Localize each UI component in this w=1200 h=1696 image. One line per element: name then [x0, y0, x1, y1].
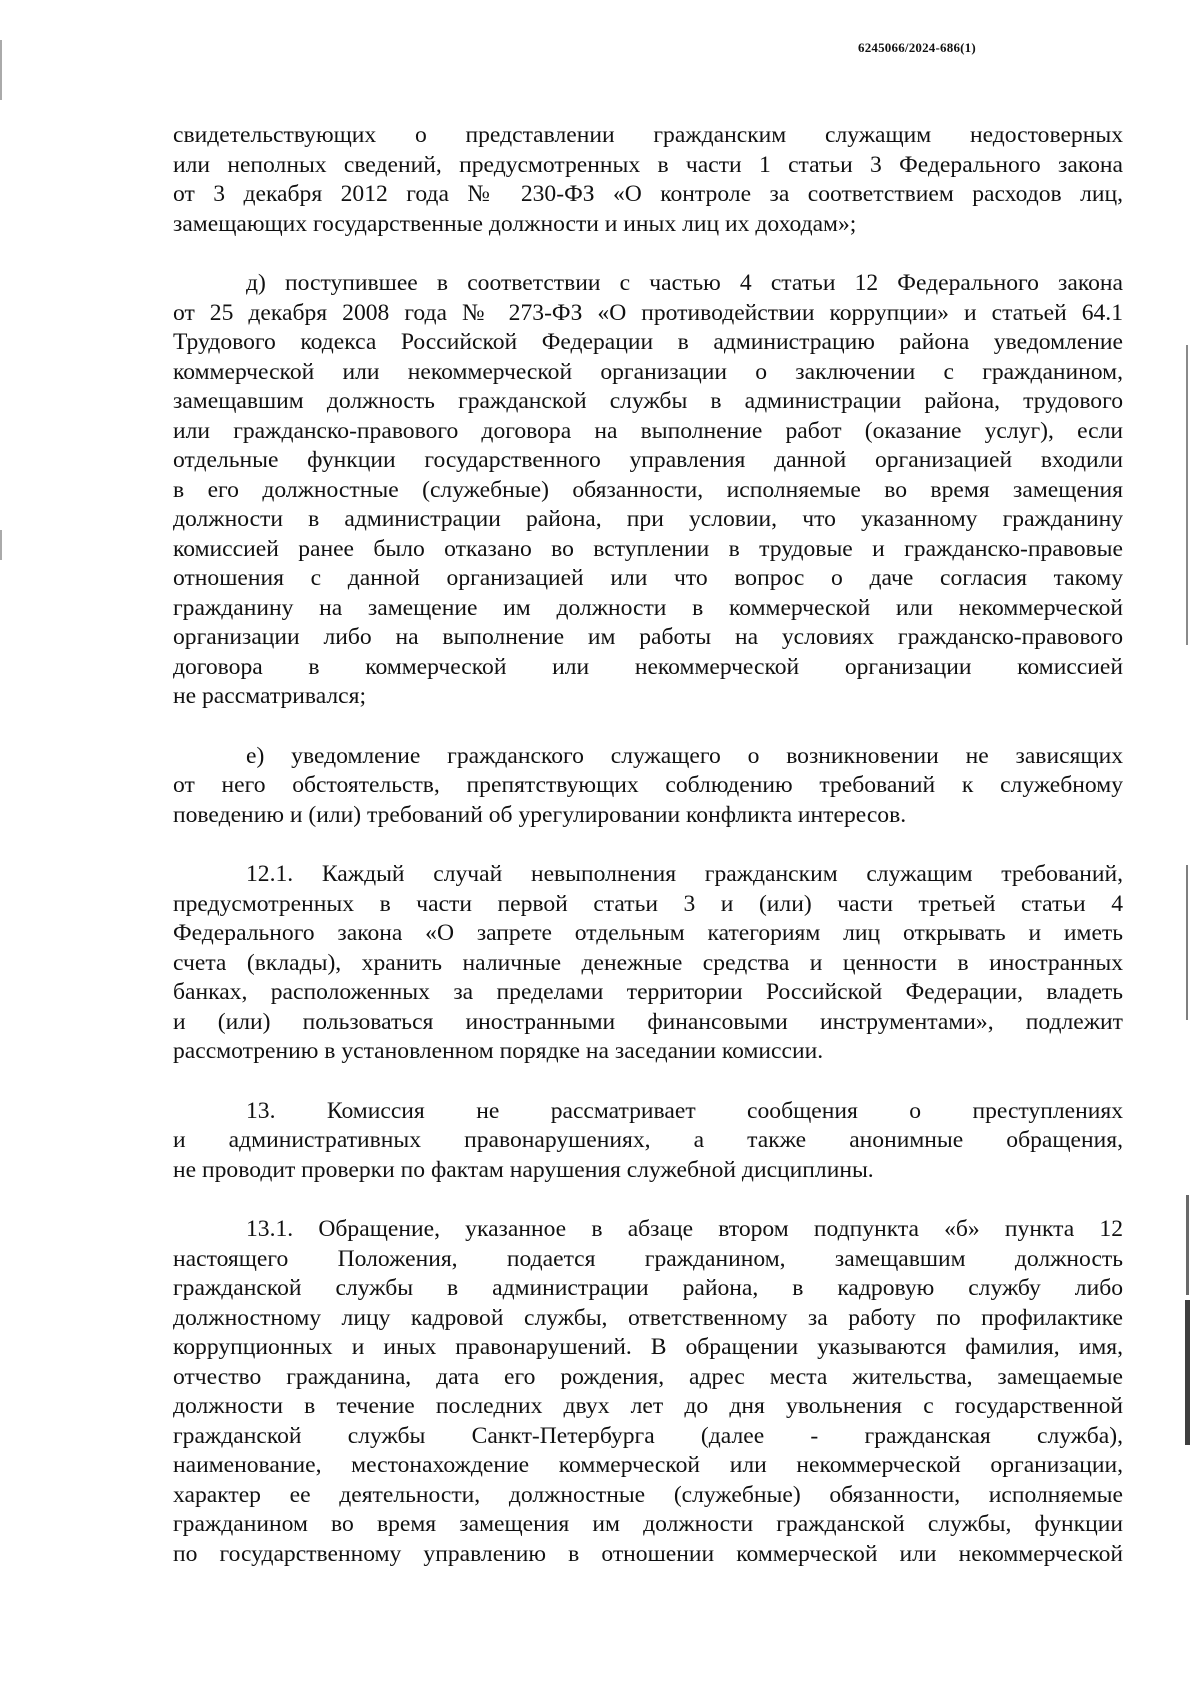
scan-artifact: [0, 530, 2, 560]
text-line: гражданской службы в администрации района, в кадровую службу либо: [173, 1275, 1123, 1301]
paragraph-13-1: [173, 1215, 1123, 1569]
paragraph-continuation: [173, 121, 1123, 239]
text-line: от 3 декабря 2012 года № 230-ФЗ «О контроле за соответствием расходов лиц,: [173, 181, 1123, 207]
text-line: не рассматривался;: [173, 683, 367, 709]
text-line: организации либо на выполнение им работы на условиях гражданско-правового: [173, 624, 1123, 650]
scan-artifact: [1186, 345, 1188, 645]
scan-artifact: [1185, 1300, 1190, 1445]
text-line: и административных правонарушениях, а также анонимные обращения,: [173, 1127, 1123, 1153]
text-line: наименование, местонахождение коммерческой или некоммерческой организации,: [173, 1452, 1123, 1478]
text-line: гражданской службы Санкт-Петербурга (далее - гражданская служба),: [173, 1422, 1123, 1449]
text-line: комиссией ранее было отказано во вступлении в трудовые и гражданско-правовые: [173, 535, 1123, 562]
text-line: или гражданско-правового договора на выполнение работ (оказание услуг), если: [173, 417, 1123, 444]
text-line: должностному лицу кадровой службы, ответственному за работу по профилактике: [173, 1304, 1123, 1331]
text-line: от него обстоятельств, препятствующих соблюдению требований к служебному: [173, 772, 1123, 798]
text-line: в его должностные (служебные) обязанности, исполняемые во время замещения: [173, 476, 1123, 503]
text-line: отчество гражданина, дата его рождения, адрес места жительства, замещаемые: [173, 1363, 1123, 1390]
text-line: от 25 декабря 2008 года № 273-ФЗ «О противодействии коррупции» и статьей 64.1: [173, 299, 1123, 326]
document-number: 6245066/2024-686(1): [858, 40, 976, 55]
text-line: предусмотренных в части первой статьи 3 и (или) части третьей статьи 4: [173, 890, 1123, 917]
text-line: должности в администрации района, при условии, что указанному гражданину: [173, 506, 1123, 532]
document-body: [173, 121, 1123, 1599]
text-line: гражданину на замещение им должности в коммерческой или некоммерческой: [173, 594, 1123, 621]
text-line: 13. Комиссия не рассматривает сообщения о преступлениях: [246, 1097, 1123, 1124]
text-line: е) уведомление гражданского служащего о возникновении не зависящих: [246, 742, 1123, 769]
text-line: настоящего Положения, подается гражданином, замещавшим должность: [173, 1245, 1123, 1272]
text-line: отдельные функции государственного управления данной организацией входили: [173, 447, 1123, 473]
text-line: по государственному управлению в отношении коммерческой или некоммерческой: [173, 1540, 1123, 1567]
scan-artifact: [0, 40, 2, 100]
text-line: и (или) пользоваться иностранными финансовыми инструментами», подлежит: [173, 1008, 1123, 1035]
paragraph-subitem-d: [173, 269, 1123, 712]
paragraph-subitem-e: [173, 742, 1123, 831]
text-line: рассмотрению в установленном порядке на заседании комиссии.: [173, 1038, 824, 1064]
paragraph-13: [173, 1097, 1123, 1186]
text-line: свидетельствующих о представлении гражданским служащим недостоверных: [173, 122, 1123, 148]
text-line: Трудового кодекса Российской Федерации в администрацию района уведомление: [173, 329, 1123, 355]
paragraph-12-1: [173, 860, 1123, 1067]
text-line: д) поступившее в соответствии с частью 4 статьи 12 Федерального закона: [246, 270, 1123, 296]
text-line: договора в коммерческой или некоммерческой организации комиссией: [173, 653, 1123, 680]
text-line: отношения с данной организацией или что вопрос о даче согласия такому: [173, 565, 1123, 591]
text-line: замещающих государственные должности и иных лиц их доходам»;: [173, 210, 857, 237]
scan-artifact: [1186, 1195, 1189, 1295]
text-line: не проводит проверки по фактам нарушения служебной дисциплины.: [173, 1156, 874, 1183]
text-line: характер ее деятельности, должностные (служебные) обязанности, исполняемые: [173, 1481, 1123, 1508]
text-line: коррупционных и иных правонарушений. В обращении указываются фамилия, имя,: [173, 1334, 1123, 1360]
text-line: коммерческой или некоммерческой организации о заключении с гражданином,: [173, 358, 1123, 385]
text-line: банках, расположенных за пределами территории Российской Федерации, владеть: [173, 979, 1123, 1005]
text-line: должности в течение последних двух лет до дня увольнения с государственной: [173, 1393, 1123, 1419]
text-line: счета (вклады), хранить наличные денежные средства и ценности в иностранных: [173, 949, 1123, 976]
text-line: или неполных сведений, предусмотренных в части 1 статьи 3 Федерального закона: [173, 151, 1123, 178]
text-line: замещавшим должность гражданской службы в администрации района, трудового: [173, 388, 1123, 414]
scan-artifact: [1186, 865, 1188, 1020]
text-line: 13.1. Обращение, указанное в абзаце втором подпункта «б» пункта 12: [246, 1216, 1123, 1242]
text-line: 12.1. Каждый случай невыполнения гражданским служащим требований,: [246, 861, 1123, 887]
text-line: Федерального закона «О запрете отдельным категориям лиц открывать и иметь: [173, 920, 1123, 946]
text-line: поведению и (или) требований об урегулировании конфликта интересов.: [173, 801, 907, 828]
text-line: гражданином во время замещения им должности гражданской службы, функции: [173, 1511, 1123, 1537]
